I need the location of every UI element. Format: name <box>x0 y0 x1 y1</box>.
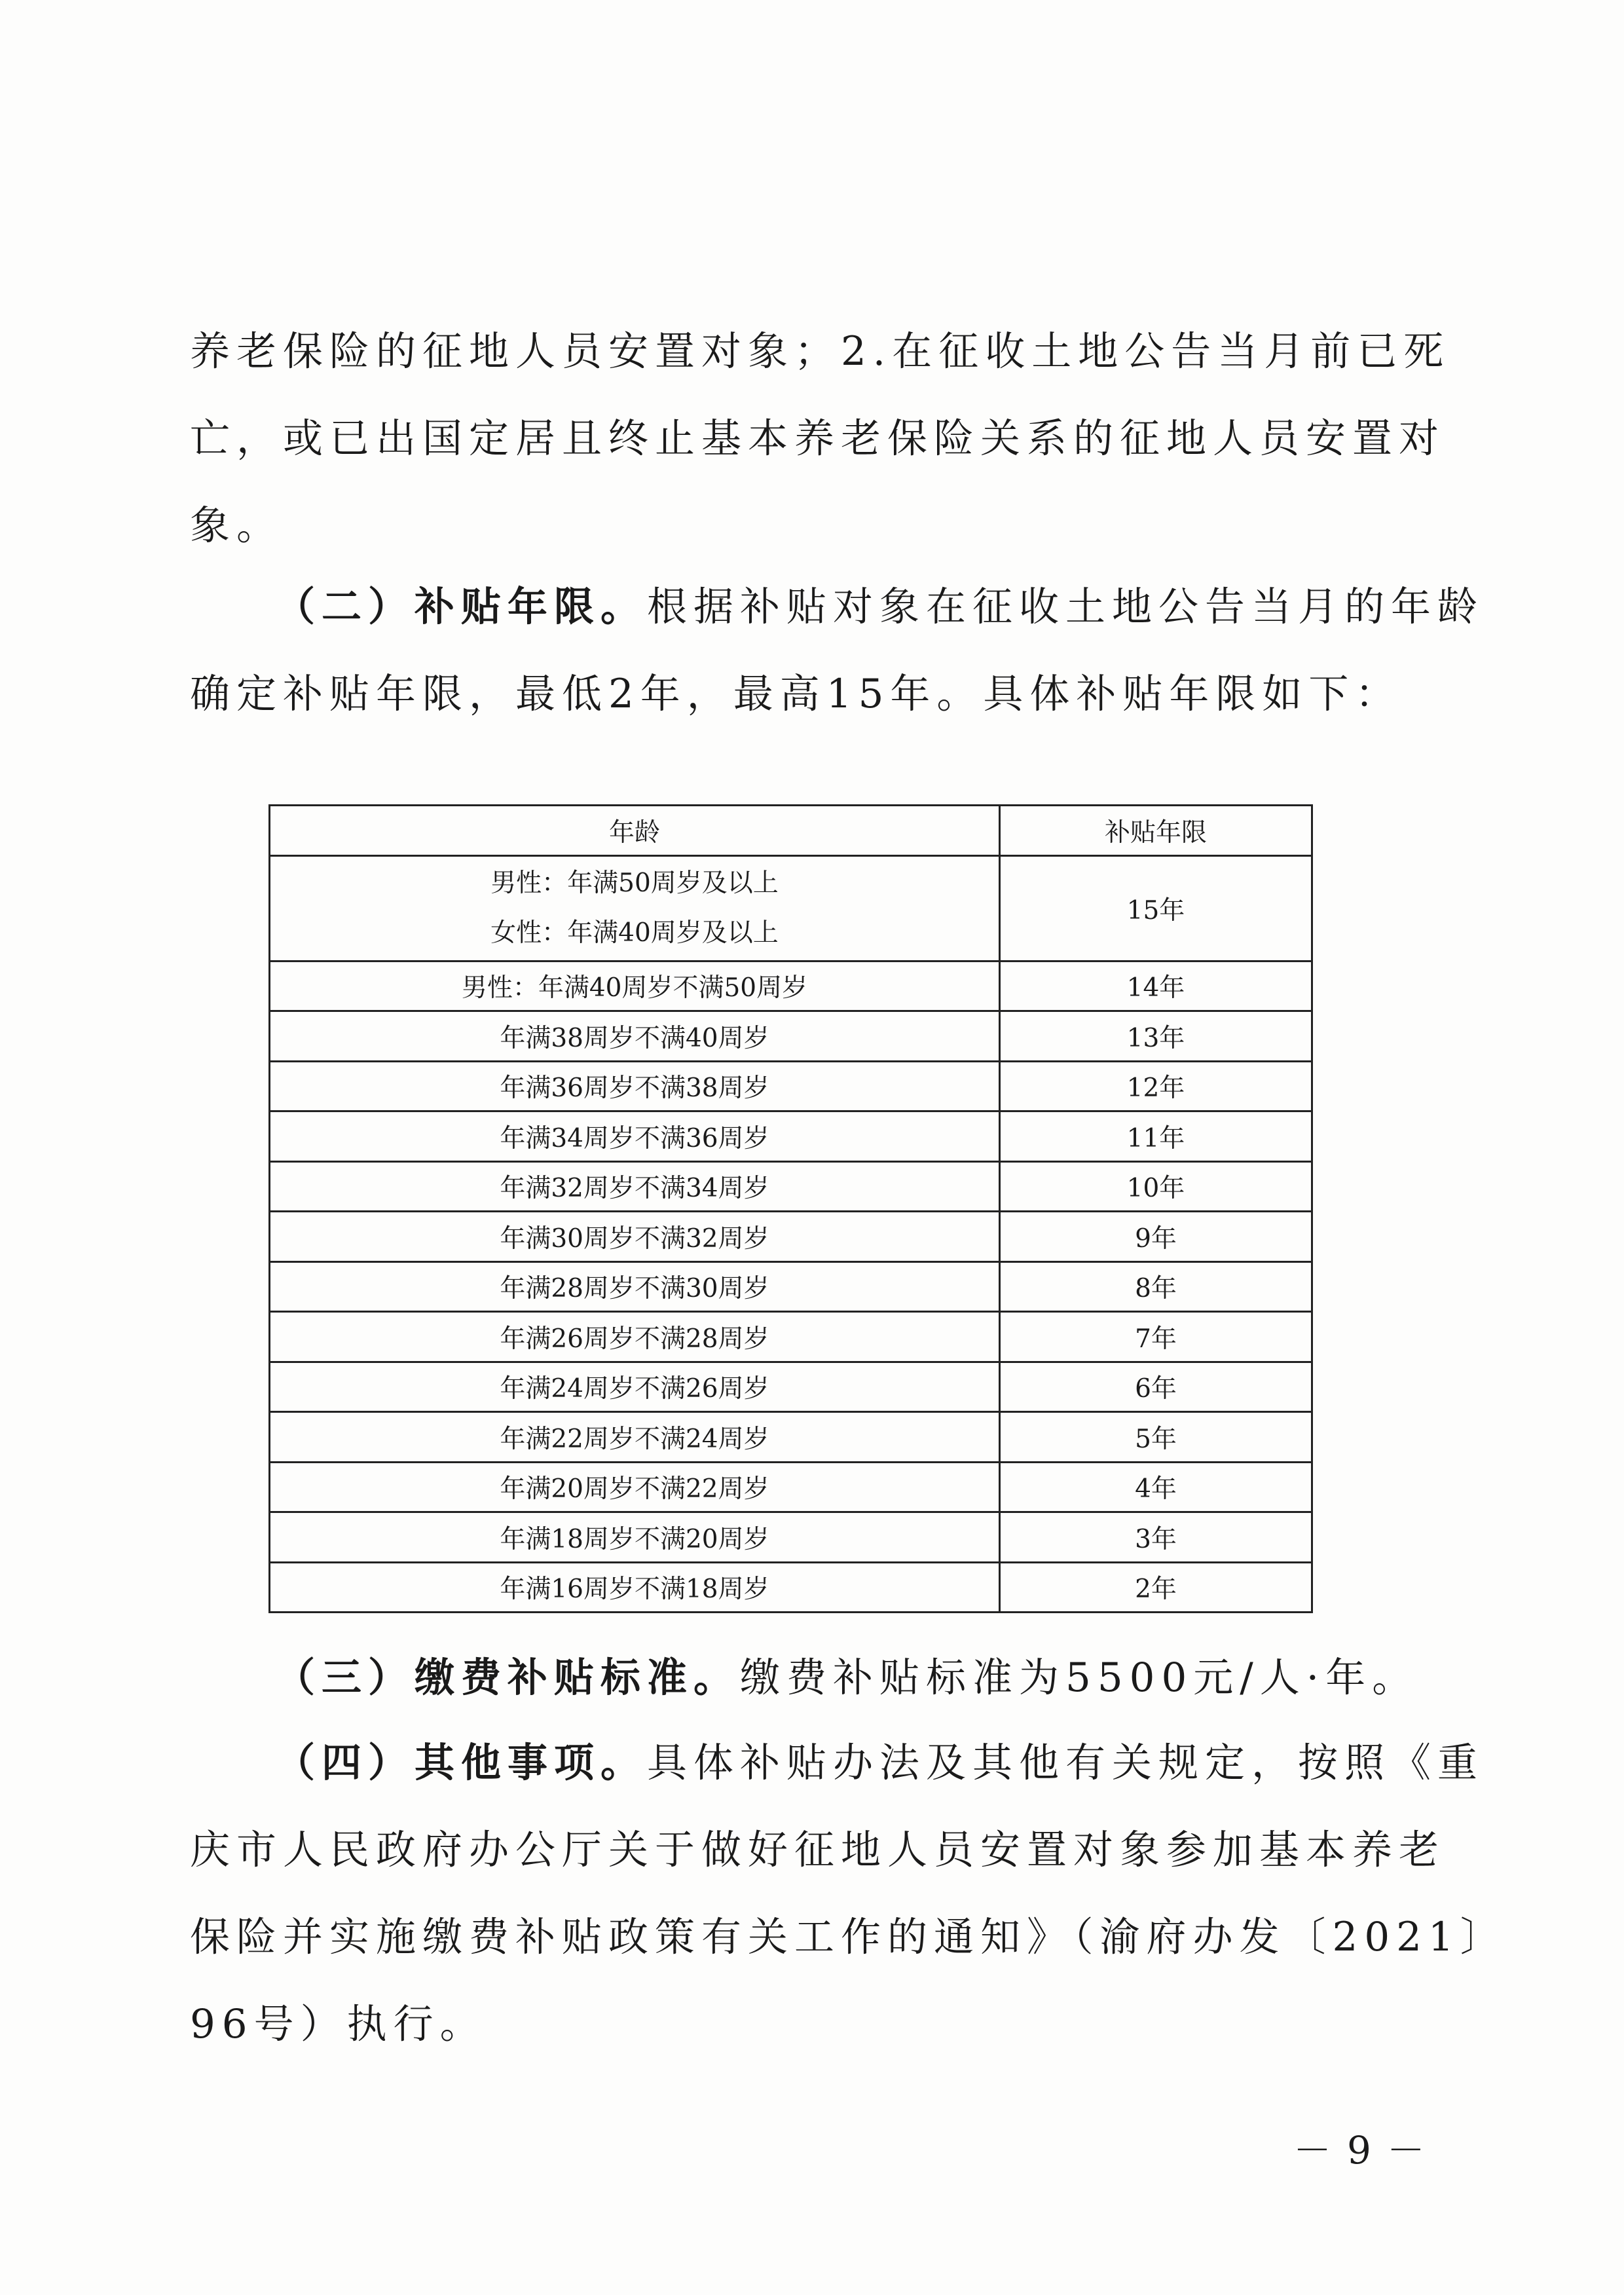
age-cell: 年满26周岁不满28周岁 <box>270 1312 1000 1362</box>
age-cell: 年满38周岁不满40周岁 <box>270 1011 1000 1062</box>
paragraph-1-line-3: 象。 <box>190 502 284 549</box>
header-years: 补贴年限 <box>1000 806 1312 856</box>
years-cell: 6年 <box>1000 1362 1312 1412</box>
years-cell: 12年 <box>1000 1061 1312 1111</box>
paragraph-2 <box>190 563 1485 737</box>
age-cell: 年满22周岁不满24周岁 <box>270 1412 1000 1463</box>
years-cell: 8年 <box>1000 1261 1312 1312</box>
table-row <box>270 1362 1312 1412</box>
paragraph-3-text: 缴费补贴标准为5500元/人·年。 <box>740 1654 1419 1701</box>
paragraph-4 <box>190 1719 1507 2068</box>
table-row <box>270 1261 1312 1312</box>
table-row <box>270 1061 1312 1111</box>
years-cell: 3年 <box>1000 1512 1312 1563</box>
table-row <box>270 1212 1312 1262</box>
years-cell: 14年 <box>1000 961 1312 1011</box>
paragraph-2-line-1 <box>190 563 1485 650</box>
years-cell: 7年 <box>1000 1312 1312 1362</box>
paragraph-1 <box>190 308 1450 569</box>
page-number: －9－ <box>1293 2128 1441 2173</box>
age-cell <box>270 855 1000 961</box>
age-cell: 年满20周岁不满22周岁 <box>270 1462 1000 1512</box>
age-cell-line-2: 女性：年满40周岁及以上 <box>490 918 779 948</box>
age-cell: 年满34周岁不满36周岁 <box>270 1111 1000 1162</box>
paragraph-2-heading: （二）补贴年限。 <box>275 584 648 630</box>
paragraph-4-line-3: 保险并实施缴费补贴政策有关工作的通知》（渝府办发〔2021〕 <box>190 1914 1507 1960</box>
age-cell: 年满32周岁不满34周岁 <box>270 1161 1000 1212</box>
years-cell: 11年 <box>1000 1111 1312 1162</box>
paragraph-3 <box>190 1634 1419 1721</box>
age-cell: 年满18周岁不满20周岁 <box>270 1512 1000 1563</box>
age-cell: 男性：年满40周岁不满50周岁 <box>270 961 1000 1011</box>
header-age: 年龄 <box>270 806 1000 856</box>
subsidy-years-table <box>268 804 1313 1613</box>
years-cell: 9年 <box>1000 1212 1312 1262</box>
paragraph-2-line-2: 确定补贴年限，最低2年，最高15年。具体补贴年限如下： <box>190 671 1402 717</box>
years-cell: 13年 <box>1000 1011 1312 1062</box>
table-row <box>270 855 1312 961</box>
table-row <box>270 961 1312 1011</box>
paragraph-3-line-1 <box>190 1634 1419 1721</box>
years-cell: 4年 <box>1000 1462 1312 1512</box>
paragraph-4-line-1 <box>190 1719 1485 1806</box>
table-row <box>270 1512 1312 1563</box>
years-cell: 5年 <box>1000 1412 1312 1463</box>
paragraph-4-line-1-text: 具体补贴办法及其他有关规定，按照《重 <box>647 1740 1485 1786</box>
age-cell: 年满16周岁不满18周岁 <box>270 1562 1000 1613</box>
age-cell: 年满24周岁不满26周岁 <box>270 1362 1000 1412</box>
table-row <box>270 1412 1312 1463</box>
paragraph-3-heading: （三）缴费补贴标准。 <box>275 1654 741 1701</box>
years-cell: 2年 <box>1000 1562 1312 1613</box>
years-cell: 15年 <box>1000 855 1312 961</box>
age-cell: 年满36周岁不满38周岁 <box>270 1061 1000 1111</box>
paragraph-1-line-2: 亡，或已出国定居且终止基本养老保险关系的征地人员安置对 <box>190 415 1446 462</box>
age-cell: 年满30周岁不满32周岁 <box>270 1212 1000 1262</box>
years-cell: 10年 <box>1000 1161 1312 1212</box>
paragraph-4-heading: （四）其他事项。 <box>275 1740 648 1786</box>
paragraph-4-line-2: 庆市人民政府办公厅关于做好征地人员安置对象参加基本养老 <box>190 1827 1446 1873</box>
age-cell: 年满28周岁不满30周岁 <box>270 1261 1000 1312</box>
table-row <box>270 1161 1312 1212</box>
paragraph-4-line-4: 96号）执行。 <box>190 2001 487 2047</box>
table-row <box>270 1312 1312 1362</box>
table-header-row <box>270 806 1312 856</box>
paragraph-2-line-1-text: 根据补贴对象在征收土地公告当月的年龄 <box>647 584 1485 630</box>
paragraph-1-line-1: 养老保险的征地人员安置对象；2.在征收土地公告当月前已死 <box>190 328 1450 375</box>
table-row <box>270 1011 1312 1062</box>
table-row <box>270 1462 1312 1512</box>
table-row <box>270 1562 1312 1613</box>
table-row <box>270 1111 1312 1162</box>
age-cell-line-1: 男性：年满50周岁及以上 <box>490 868 779 898</box>
